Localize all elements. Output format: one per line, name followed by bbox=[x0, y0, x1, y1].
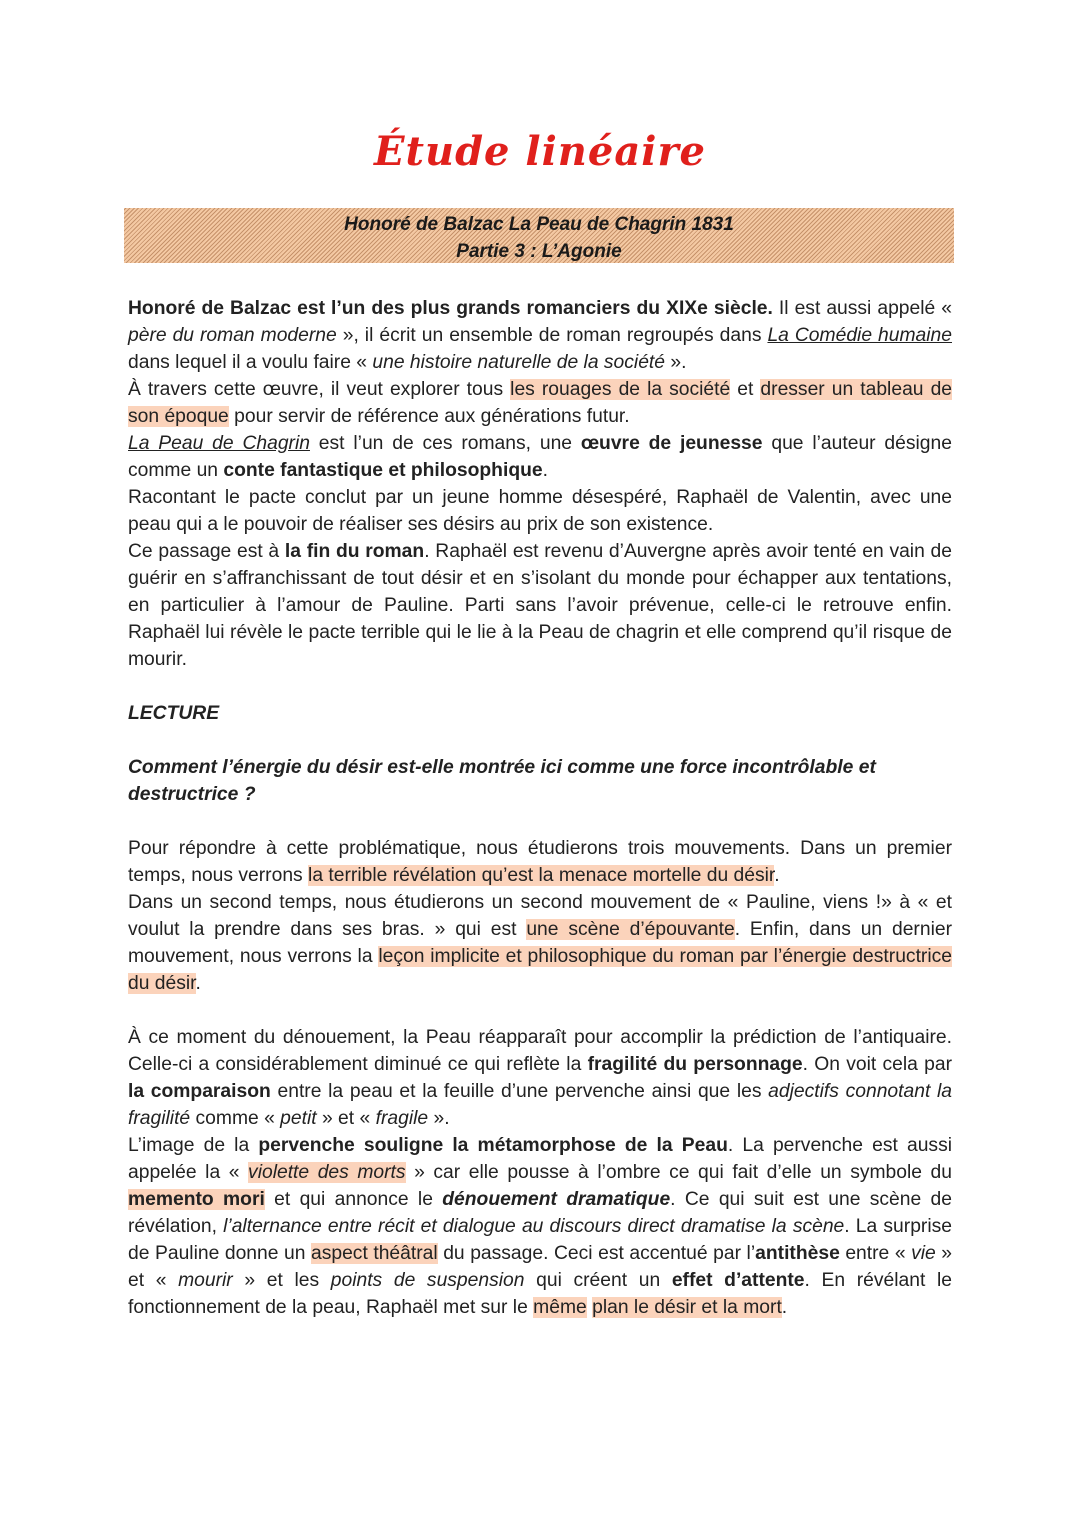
section-heading-lecture: LECTURE bbox=[128, 703, 220, 724]
analysis-paragraph-1: À ce moment du dénouement, la Peau réapparaît pour accomplir la prédiction de l’antiquaire. Celle-ci a considérablement diminué ce qui reflète la fragilité du personnage. On voit cela par la comparaison entre la peau et la feuille d’une pervenche ainsi que les adjectifs connotant la fragilité comme « petit » et « fragile ». bbox=[128, 1027, 953, 1129]
highlight: les rouages de la société bbox=[510, 379, 731, 400]
page-title: Étude linéaire bbox=[374, 128, 706, 175]
highlight: une scène d’épouvante bbox=[526, 919, 735, 940]
intro-paragraph-3: La Peau de Chagrin est l’un de ces romans, une œuvre de jeunesse que l’auteur désigne comme un conte fantastique et philosophique. bbox=[128, 433, 952, 481]
highlight: dresser un tableau de son époque bbox=[128, 379, 953, 427]
intro-paragraph-5: Ce passage est à la fin du roman. Raphaël est revenu d’Auvergne après avoir tenté en vain de guérir en s’affranchissant de tout désir et en s’isolant du monde pour échapper aux tentations, en particulier à l’amour de Pauline. Parti sans l’avoir prévenue, celle-ci le retrouve enfin. Raphaël lui révèle le pacte terrible qui le lie à la Peau de chagrin et elle comprend qu’il risque de mourir. bbox=[128, 541, 952, 670]
highlight: violette des morts bbox=[248, 1162, 406, 1183]
intro-paragraph-2: À travers cette œuvre, il veut explorer tous les rouages de la société et dresser un tableau de son époque pour servir de référence aux générations futur. bbox=[128, 379, 953, 427]
highlight: même bbox=[533, 1297, 587, 1318]
work-title-peau-de-chagrin: La Peau de Chagrin bbox=[128, 433, 310, 454]
plan-paragraph: Pour répondre à cette problématique, nous étudierons trois mouvements. Dans un premier temps, nous verrons la terrible révélation qu’est la menace mortelle du désir. Dans un second temps, nous étudierons un second mouvement de « Pauline, viens !» à « et voulut la prendre dans ses bras. » qui est une scène d’épouvante. Enfin, dans un dernier mouvement, nous verrons la leçon implicite et philosophique du roman par l’énergie destructrice du désir. bbox=[128, 838, 952, 994]
highlight: aspect théâtral bbox=[311, 1243, 438, 1264]
intro-paragraph-1: Honoré de Balzac est l’un des plus grands romanciers du XIXe siècle. Il est aussi appelé « père du roman moderne », il écrit un ensemble de roman regroupés dans La Comédie humaine dans lequel il a voulu faire « une histoire naturelle de la société ». bbox=[128, 298, 952, 373]
intro-paragraph-4: Racontant le pacte conclut par un jeune homme désespéré, Raphaël de Valentin, avec une peau qui a le pouvoir de réaliser ses désirs au prix de son existence. bbox=[128, 487, 952, 535]
subject-banner bbox=[124, 208, 954, 263]
highlight: plan le désir et la mort bbox=[592, 1297, 782, 1318]
banner-author-work: Honoré de Balzac La Peau de Chagrin 1831 bbox=[344, 214, 734, 235]
analysis-paragraph-2: L’image de la pervenche souligne la métamorphose de la Peau. La pervenche est aussi appelée la « violette des morts » car elle pousse à l’ombre ce qui fait d’elle un symbole du memento mori et qui annonce le dénouement dramatique. Ce qui suit est une scène de révélation, l’alternance entre récit et dialogue au discours direct dramatise la scène. La surprise de Pauline donne un aspect théâtral du passage. Ceci est accentué par l’antithèse entre « vie » et « mourir » et les points de suspension qui créent un effet d’attente. En révélant le fonctionnement de la peau, Raphaël met sur le même plan le désir et la mort. bbox=[128, 1135, 953, 1318]
banner-part: Partie 3 : L’Agonie bbox=[456, 241, 622, 262]
highlight: leçon implicite et philosophique du roman par l’énergie destructrice du désir bbox=[128, 946, 952, 994]
problematique: Comment l’énergie du désir est-elle montrée ici comme une force incontrôlable et destructrice ? bbox=[128, 757, 876, 805]
highlight: la terrible révélation qu’est la menace mortelle du désir bbox=[308, 865, 775, 886]
document-body bbox=[128, 295, 952, 1321]
highlight: memento mori bbox=[128, 1189, 265, 1210]
work-title-comedie-humaine: La Comédie humaine bbox=[767, 325, 952, 346]
